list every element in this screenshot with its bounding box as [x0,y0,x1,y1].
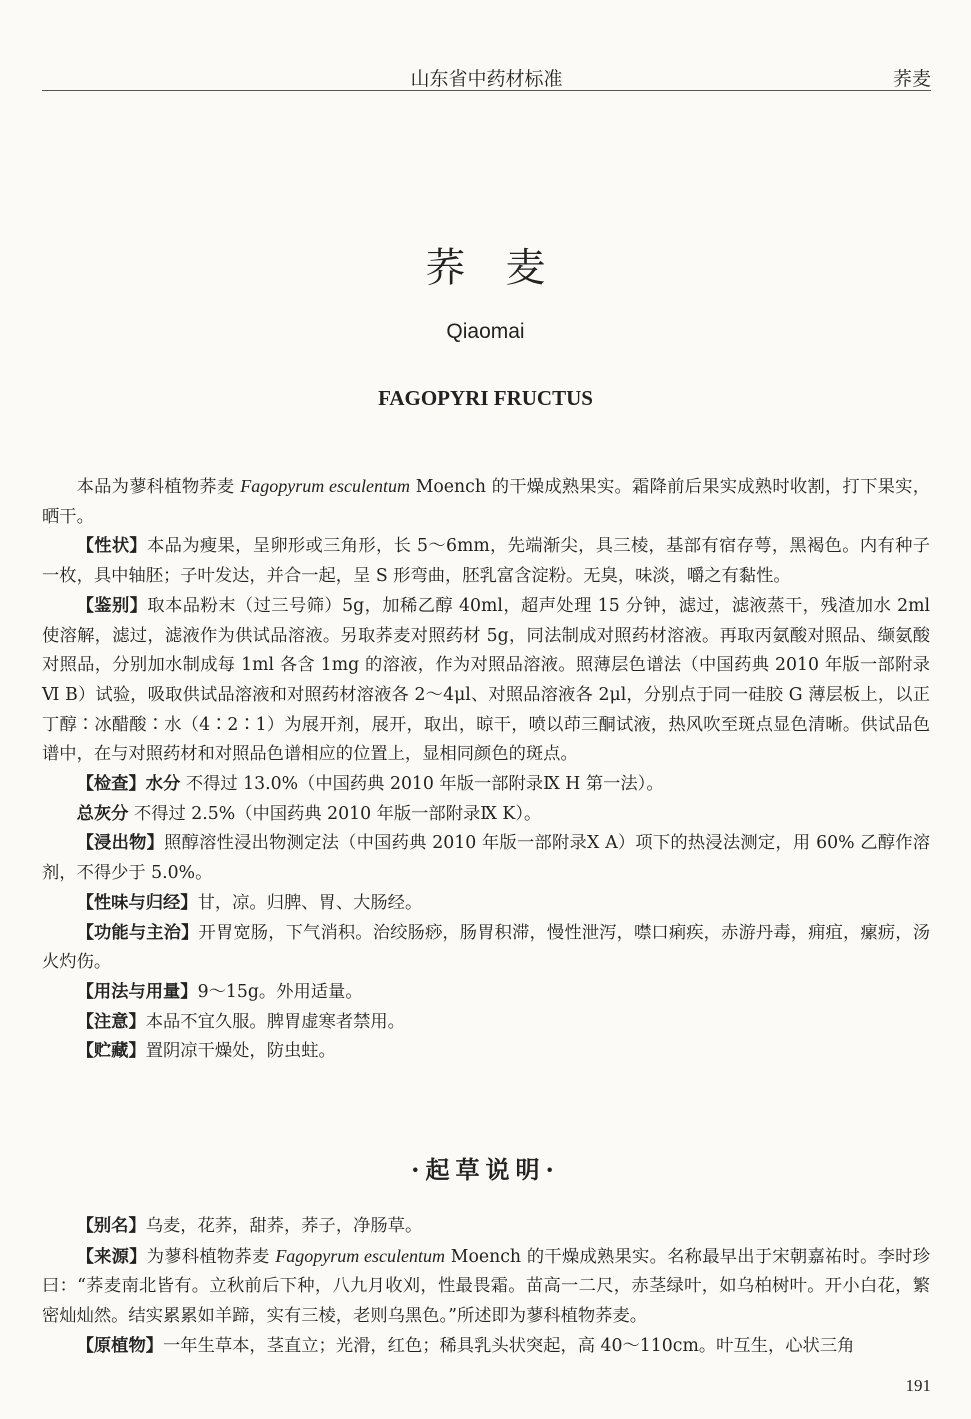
monograph-body [42,472,930,1067]
section-label: 【检查】 [76,774,146,795]
section-label: 【原植物】 [76,1335,164,1356]
section-laiyuan: 【来源】为蓼科植物荞麦 Fagopyrum esculentum Moench 的干燥成熟果实。名称最早出于宋朝嘉祐时。李时珍曰：“荞麦南北皆有。立秋前后下种，八九月收刈，性最畏霜。苗高一二尺，赤茎绿叶，如乌柏树叶。开小白花，繁密灿灿然。结实累累如羊蹄，实有三棱，老则乌黑色。”所述即为蓼科植物荞麦。 [42,1245,930,1327]
running-header [42,62,931,91]
intro-paragraph: 本品为蓼科植物荞麦 Fagopyrum esculentum Moench 的干燥成熟果实。霜降前后果实成熟时收割，打下果实，晒干。 [42,476,930,527]
section-yuanzhiwu: 【原植物】一年生草本，茎直立；光滑，红色；稀具乳头状突起，高 40～110cm。叶互生，心状三角 [76,1335,855,1356]
section-label: 【贮藏】 [76,1041,146,1062]
section-zhuyi: 【注意】本品不宜久服。脾胃虚寒者禁用。 [76,1011,405,1032]
drafting-body [42,1212,930,1362]
header-book-title: 山东省中药材标准 [410,68,563,90]
pinyin-name: Qiaomai [446,320,525,343]
latin-name: FAGOPYRI FRUCTUS [378,386,593,410]
sub-label: 总灰分 [76,803,129,824]
section-label: 【用法与用量】 [76,981,198,1002]
section-jiancha-ash: 总灰分 不得过 2.5%（中国药典 2010 年版一部附录Ⅸ K）。 [76,803,542,824]
drafting-title: ·起草说明· [411,1155,560,1184]
section-xingwei: 【性味与归经】甘，凉。归脾、胃、大肠经。 [76,892,423,913]
section-label: 【功能与主治】 [76,922,199,943]
section-jiancha-water: 【检查】水分 不得过 13.0%（中国药典 2010 年版一部附录Ⅸ H 第一法）。 [76,774,664,795]
species-name: Fagopyrum esculentum [275,1245,446,1266]
section-label: 【浸出物】 [76,833,165,854]
section-xingzhuang: 【性状】本品为瘦果，呈卵形或三角形，长 5～6mm，先端渐尖，具三棱，基部有宿存萼，黑褐色。内有种子一枚，具中轴胚；子叶发达，并合一起，呈 S 形弯曲，胚乳富含淀粉。无臭，味淡，嚼之有黏性。 [42,536,930,587]
section-label: 【来源】 [76,1246,147,1267]
header-section: 荞麦 [892,68,931,90]
section-jianbie: 【鉴别】取本品粉末（过三号筛）5g，加稀乙醇 40ml，超声处理 15 分钟，滤过，滤液蒸干，残渣加水 2ml 使溶解，滤过，滤液作为供试品溶液。另取荞麦对照药材 5g，同法制成对照药材溶液。再取丙氨酸对照品、缬氨酸对照品，分别加水制成每 1ml 各含 1mg 的溶液，作为对照品溶液。照薄层色谱法（中国药典 2010 年版一部附录Ⅵ B）试验，吸取供试品溶液和对照药材溶液各 2～4μl、对照品溶液各 2μl，分别点于同一硅胶 G 薄层板上，以正丁醇∶冰醋酸∶水（4∶2∶1）为展开剂，展开，取出，晾干，喷以茚三酮试液，热风吹至斑点显色清晰。供试品色谱中，在与对照药材和对照品色谱相应的位置上，显相同颜色的斑点。 [42,595,930,765]
species-name: Fagopyrum esculentum [240,476,410,496]
section-zhucang: 【贮藏】置阴凉干燥处，防虫蛀。 [76,1041,336,1062]
section-bieming: 【别名】乌麦，花荞，甜荞，荞子，净肠草。 [76,1216,423,1236]
section-jinchuwu: 【浸出物】照醇溶性浸出物测定法（中国药典 2010 年版一部附录Ⅹ A）项下的热浸法测定，用 60% 乙醇作溶剂，不得少于 5.0%。 [42,833,930,884]
page-number: 191 [905,1376,931,1395]
section-label: 【别名】 [76,1216,146,1236]
page-title: 荞麦 [425,245,586,291]
section-label: 【鉴别】 [76,595,148,616]
sub-label: 水分 [145,774,181,795]
section-label: 【性味与归经】 [76,892,198,913]
section-yongfa: 【用法与用量】9～15g。外用适量。 [76,981,363,1002]
section-label: 【注意】 [76,1011,146,1032]
section-label: 【性状】 [76,536,148,557]
section-gongneng: 【功能与主治】开胃宽肠，下气消积。治绞肠痧，肠胃积滞，慢性泄泻，噤口痢疾，赤游丹毒，痈疽，瘰疬，汤火灼伤。 [42,922,930,973]
